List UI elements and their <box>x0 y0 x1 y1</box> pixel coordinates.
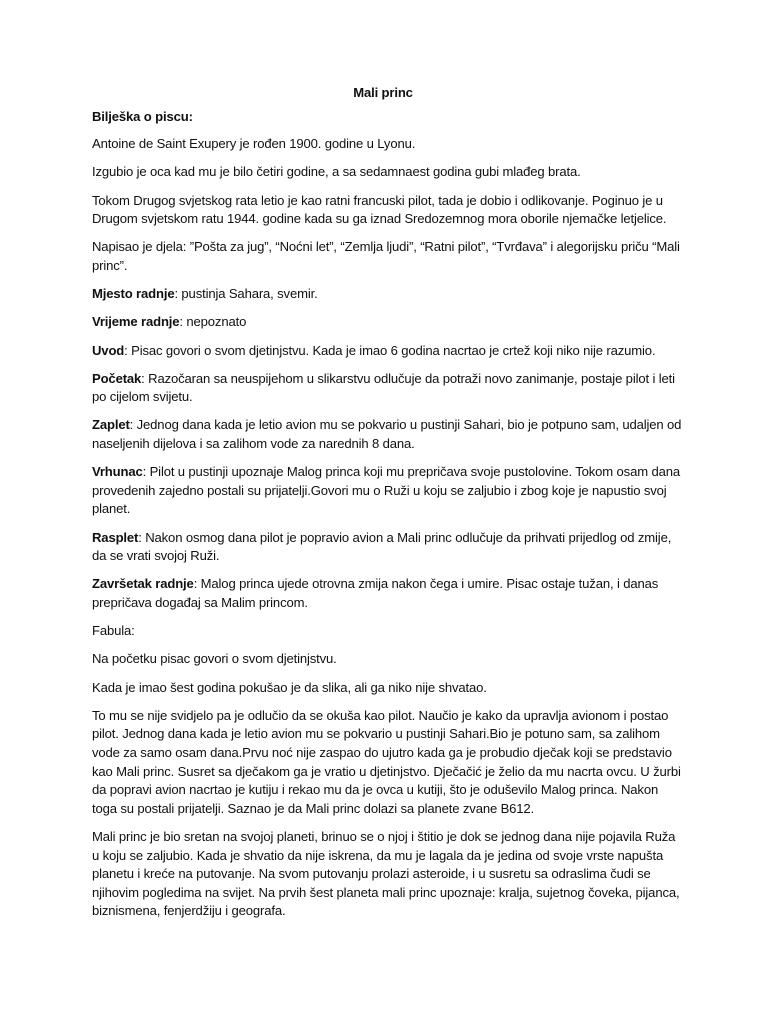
entry-label: Zaplet <box>92 417 130 433</box>
entry-ending <box>92 575 682 612</box>
entry-resolution <box>92 529 682 566</box>
entry-intro <box>92 342 682 361</box>
entry-plot <box>92 416 682 453</box>
fabula-paragraph: To mu se nije svidjelo pa je odlučio da se okuša kao pilot. Naučio je kako da upravlja avionom i postao pilot. Jednog dana kada je letio avion mu se pokvario u pustinji Sahari.Bio je potuno sam, sa zalihom vode za samo osam dana.Prvu noć nije zaspao do ujutro kada ga je probudio dječak koji se predstavio kao Mali princ. Susret sa dječakom ga je vratio u djetinjstvo. Dječačić je želio da mu nacrta ovcu. U žurbi da popravi avion nacrtao je kutiju i rekao mu da je ovca u kutiji, što je oduševilo Malog princa. Nakon toga su postali prijatelji. Saznao je da Mali princ dolazi sa planete zvane B612. <box>92 707 681 816</box>
entry-label: Uvod <box>92 342 125 358</box>
entry-setting <box>92 285 682 304</box>
entry-text: : Malog princa ujede otrovna zmija nakon čega i umire. Pisac ostaje tužan, i danas prepričava događaj sa Malim princom. <box>92 576 659 610</box>
entry-label: Vrijeme radnje <box>92 314 180 330</box>
fabula-paragraph: Na početku pisac govori o svom djetinjstvu. <box>92 651 337 667</box>
entry-label: Završetak radnje <box>92 576 194 592</box>
entry-text: : Razočaran sa neuspijehom u slikarstvu odlučuje da potraži novo zanimanje, postaje pilot i leti po cijelom svijetu. <box>92 370 675 405</box>
entry-climax <box>92 463 682 519</box>
entry-label: Vrhunac <box>92 464 143 480</box>
entry-text: : Pisac govori o svom djetinjstvu. Kada je imao 6 godina nacrtao je crtež koji niko nije razumio. <box>124 342 656 358</box>
document-title: Mali princ <box>353 85 413 100</box>
fabula-heading: Fabula: <box>92 623 135 639</box>
entry-text: : nepoznato <box>179 314 247 330</box>
entry-text: : pustinja Sahara, svemir. <box>174 286 318 302</box>
bio-paragraph: Izgubio je oca kad mu je bilo četiri godine, a sa sedamnaest godina gubi mlađeg brata. <box>92 164 581 180</box>
fabula-paragraph: Mali princ je bio sretan na svojoj planeti, brinuo se o njoj i štitio je dok se jednog dana nije pojavila Ruža u koju se zaljubio. Kada je shvatio da nije iskrena, da mu je lagala da je jedina od svoje vrste napušta planetu i kreće na putovanje. Na svom putovanju prolazi asteroide, i u susretu sa odraslima čudi se njihovim pogledima na svijet. Na prvih šest planeta mali princ upoznaje: kralja, sujetnog čoveka, pijanca, biznismena, fenjerdžiju i geografa. <box>92 828 680 919</box>
entry-label: Rasplet <box>92 529 139 545</box>
entry-beginning <box>92 370 682 407</box>
bio-paragraph: Napisao je djela: ”Pošta za jug”, “Noćni let”, “Zemlja ljudi”, “Ratni pilot”, “Tvrđava” i alegorijsku priču “Mali princ”. <box>92 239 680 273</box>
fabula-paragraph: Kada je imao šest godina pokušao je da slika, ali ga niko nije shvatao. <box>92 679 487 695</box>
entry-label: Početak <box>92 370 142 386</box>
entry-label: Mjesto radnje <box>92 286 175 302</box>
document-page <box>92 84 682 930</box>
bio-paragraph: Antoine de Saint Exupery je rođen 1900. godine u Lyonu. <box>92 136 416 152</box>
entry-text: : Pilot u pustinji upoznaje Malog princa koji mu prepričava svoje pustolovine. Tokom osam dana provedenih zajedno postali su prijatelji.Govori mu o Ruži u koju se zaljubio i zbog koje je napustio svoj planet. <box>92 464 680 517</box>
author-note-heading: Bilješka o piscu: <box>92 108 193 124</box>
entry-text: : Nakon osmog dana pilot je popravio avion a Mali princ odlučuje da prihvati prijedlog od zmije, da se vrati svojoj Ruži. <box>92 529 672 564</box>
entry-text: : Jednog dana kada je letio avion mu se pokvario u pustinji Sahari, bio je potpuno sam, udaljen od naseljenih dijelova i sa zalihom vode za narednih 8 dana. <box>92 417 682 452</box>
bio-paragraph: Tokom Drugog svjetskog rata letio je kao ratni francuski pilot, tada je dobio i odlikovanje. Poginuo je u Drugom svjetskom ratu 1944. godine kada su ga iznad Sredozemnog mora oborile njemačke letjelice. <box>92 192 667 227</box>
entry-time <box>92 313 682 332</box>
